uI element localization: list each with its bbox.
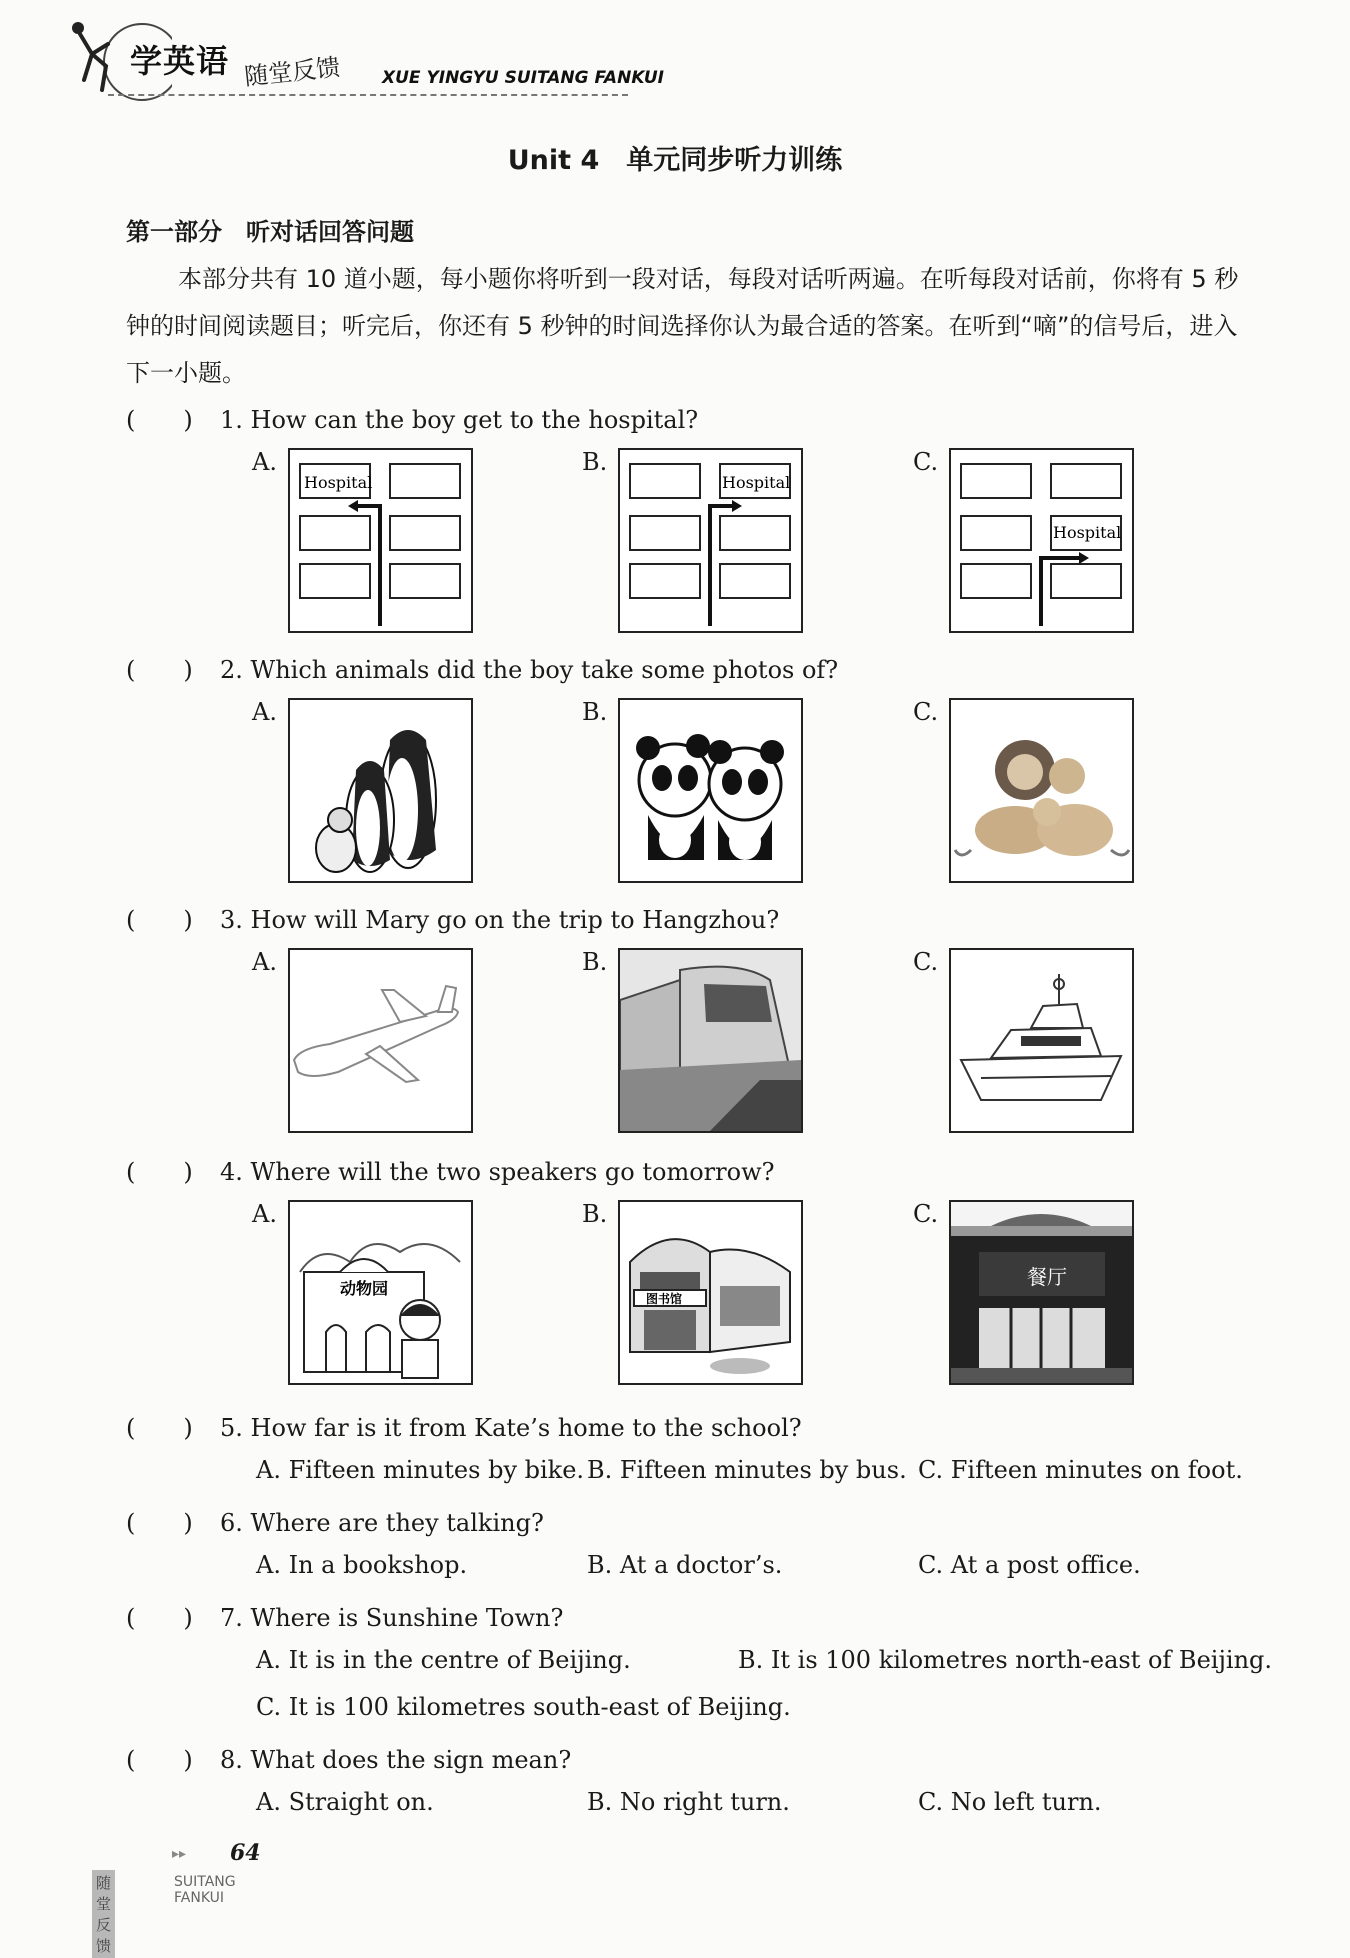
answer-paren[interactable]: ( ) (126, 1746, 193, 1774)
map-label: Hospital (304, 473, 373, 492)
option-c[interactable]: C. No left turn. (918, 1788, 1102, 1816)
header-subtitle: 随堂反馈 (243, 53, 342, 91)
header-banner (62, 14, 682, 106)
option-a[interactable]: A. In a bookshop. (256, 1551, 468, 1579)
panda-icon (620, 700, 801, 881)
option-a[interactable]: A. Fifteen minutes by bike. (256, 1456, 585, 1484)
question-text: How will Mary go on the trip to Hangzhou? (250, 906, 780, 934)
zoo-sign: 动物园 (340, 1279, 389, 1298)
ship-picture-option-c[interactable] (949, 948, 1134, 1133)
option-label-b: B. (582, 448, 608, 476)
library-sign: 图书馆 (646, 1292, 683, 1306)
restaurant-picture-option-c[interactable] (949, 1200, 1134, 1385)
train-icon (620, 950, 801, 1131)
option-b[interactable]: B. It is 100 kilometres north-east of Beijing. (738, 1646, 1273, 1674)
header-pinyin: XUE YINGYU SUITANG FANKUI (382, 68, 665, 88)
answer-paren[interactable]: ( ) (126, 1414, 193, 1442)
option-label-a: A. (252, 948, 277, 976)
question-2: ( ) 2. Which animals did the boy take some photos of? (126, 650, 838, 685)
question-3: ( ) 3. How will Mary go on the trip to Hangzhou? (126, 900, 779, 935)
airplane-icon (290, 950, 471, 1131)
question-text: Where is Sunshine Town? (250, 1604, 564, 1632)
option-c[interactable]: C. At a post office. (918, 1551, 1141, 1579)
answer-paren[interactable]: ( ) (126, 1158, 193, 1186)
restaurant-icon (951, 1202, 1132, 1383)
option-a[interactable]: A. Straight on. (256, 1788, 434, 1816)
question-5: ( ) 5. How far is it from Kate’s home to the school? (126, 1408, 802, 1443)
pandas-picture-option-b[interactable] (618, 698, 803, 883)
penguin-icon (290, 700, 471, 881)
option-c[interactable]: C. Fifteen minutes on foot. (918, 1456, 1243, 1484)
option-a[interactable]: A. It is in the centre of Beijing. (256, 1646, 631, 1674)
option-label-b: B. (582, 948, 608, 976)
footer-tag: 随堂反馈 (92, 1870, 115, 1958)
answer-paren[interactable]: ( ) (126, 406, 193, 434)
option-c[interactable]: C. It is 100 kilometres south-east of Beijing. (256, 1693, 791, 1721)
map-option-a[interactable] (288, 448, 473, 633)
page-number: 64 (230, 1840, 261, 1866)
question-1: ( ) 1. How can the boy get to the hospital? (126, 400, 698, 435)
footer-tag-en: SUITANG FANKUI (174, 1874, 236, 1906)
option-b[interactable]: B. At a doctor’s. (587, 1551, 783, 1579)
answer-paren[interactable]: ( ) (126, 1604, 193, 1632)
option-b[interactable]: B. Fifteen minutes by bus. (587, 1456, 907, 1484)
header-divider (108, 94, 628, 96)
lion-icon (951, 700, 1132, 881)
question-text: How far is it from Kate’s home to the school? (250, 1414, 802, 1442)
ship-icon (951, 950, 1132, 1131)
option-label-c: C. (913, 448, 939, 476)
map-option-c[interactable] (949, 448, 1134, 633)
answer-paren[interactable]: ( ) (126, 1509, 193, 1537)
question-7: ( ) 7. Where is Sunshine Town? (126, 1598, 563, 1633)
option-label-b: B. (582, 698, 608, 726)
train-picture-option-b[interactable] (618, 948, 803, 1133)
option-label-c: C. (913, 698, 939, 726)
section-intro: 本部分共有 10 道小题，每小题你将听到一段对话，每段对话听两遍。在听每段对话前，你将有 5 秒钟的时间阅读题目；听完后，你还有 5 秒钟的时间选择你认为最合适的答案。在听到“嘀”的信号后，进入下一小题。 (126, 265, 1239, 387)
question-6: ( ) 6. Where are they talking? (126, 1503, 544, 1538)
header-title: 学英语 (130, 42, 230, 80)
question-text: How can the boy get to the hospital? (250, 406, 699, 434)
option-b[interactable]: B. No right turn. (587, 1788, 790, 1816)
map-label: Hospital (1053, 523, 1122, 542)
zoo-gate-icon (290, 1202, 471, 1383)
map-option-b[interactable] (618, 448, 803, 633)
question-4: ( ) 4. Where will the two speakers go tomorrow? (126, 1152, 774, 1187)
restaurant-sign: 餐厅 (1027, 1265, 1067, 1289)
penguins-picture-option-a[interactable] (288, 698, 473, 883)
library-picture-option-b[interactable] (618, 1200, 803, 1385)
zoo-picture-option-a[interactable] (288, 1200, 473, 1385)
section-title: 第一部分 听对话回答问题 (126, 218, 414, 246)
lions-picture-option-c[interactable] (949, 698, 1134, 883)
option-label-c: C. (913, 948, 939, 976)
option-label-a: A. (252, 448, 277, 476)
unit-title: Unit 4 单元同步听力训练 (507, 145, 843, 176)
option-label-a: A. (252, 698, 277, 726)
library-icon (620, 1202, 801, 1383)
question-text: Which animals did the boy take some photos of? (250, 656, 839, 684)
double-arrow-icon: ▸▸ (172, 1846, 187, 1862)
question-text: Where will the two speakers go tomorrow? (250, 1158, 775, 1186)
answer-paren[interactable]: ( ) (126, 656, 193, 684)
question-text: What does the sign mean? (250, 1746, 572, 1774)
option-label-c: C. (913, 1200, 939, 1228)
question-text: Where are they talking? (250, 1509, 544, 1537)
option-label-b: B. (582, 1200, 608, 1228)
answer-paren[interactable]: ( ) (126, 906, 193, 934)
question-8: ( ) 8. What does the sign mean? (126, 1740, 571, 1775)
option-label-a: A. (252, 1200, 277, 1228)
map-label: Hospital (722, 473, 791, 492)
plane-picture-option-a[interactable] (288, 948, 473, 1133)
